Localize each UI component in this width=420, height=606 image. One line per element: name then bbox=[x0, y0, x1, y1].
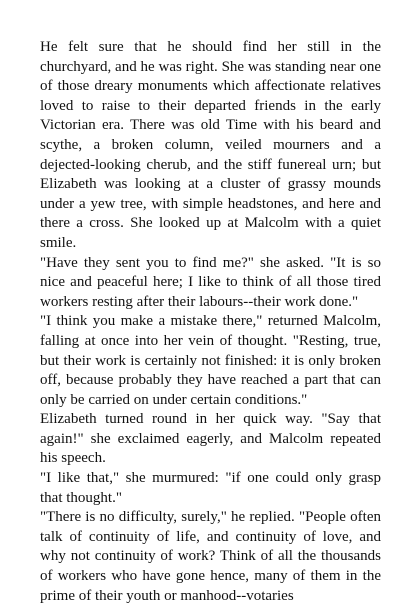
paragraph-churchyard: He felt sure that he should find her still in the churchyard, and he was right. She was standing near one of those dreary monuments which affectionate relatives loved to raise to their departed friends in the early Victorian era. There was old Time with his beard and scythe, a broken column, veiled mourners and a dejected-looking cherub, and the stiff funereal urn; but Elizabeth was looking at a cluster of grassy mounds under a yew tree, with simple headstones, and here and there a cross. She looked up at Malcolm with a quiet smile. bbox=[40, 39, 381, 251]
paragraph-malcolm-reply: "I think you make a mistake there," returned Malcolm, falling at once into her vein of thought. "Resting, true, but their work is certainly not finished: it is only broken off, because probably they have reached a part that can only be carried on under certain conditions." bbox=[40, 313, 381, 408]
paragraph-elizabeth-question: "Have they sent you to find me?" she asked. "It is so nice and peaceful here; I like to think of all those tired workers resting after their labours--their work done." bbox=[40, 254, 381, 310]
book-page bbox=[40, 38, 381, 606]
paragraph-elizabeth-turns: Elizabeth turned round in her quick way. "Say that again!" she exclaimed eagerly, and Malcolm repeated his speech. bbox=[40, 411, 381, 467]
paragraph-continuity: "There is no difficulty, surely," he replied. "People often talk of continuity of life, and continuity of love, and why not continuity of work? Think of all the thousands of workers who have gone hence, many of them in the prime of their youth or manhood--votaries bbox=[40, 509, 381, 604]
paragraph-elizabeth-murmur: "I like that," she murmured: "if one could only grasp that thought." bbox=[40, 470, 381, 506]
